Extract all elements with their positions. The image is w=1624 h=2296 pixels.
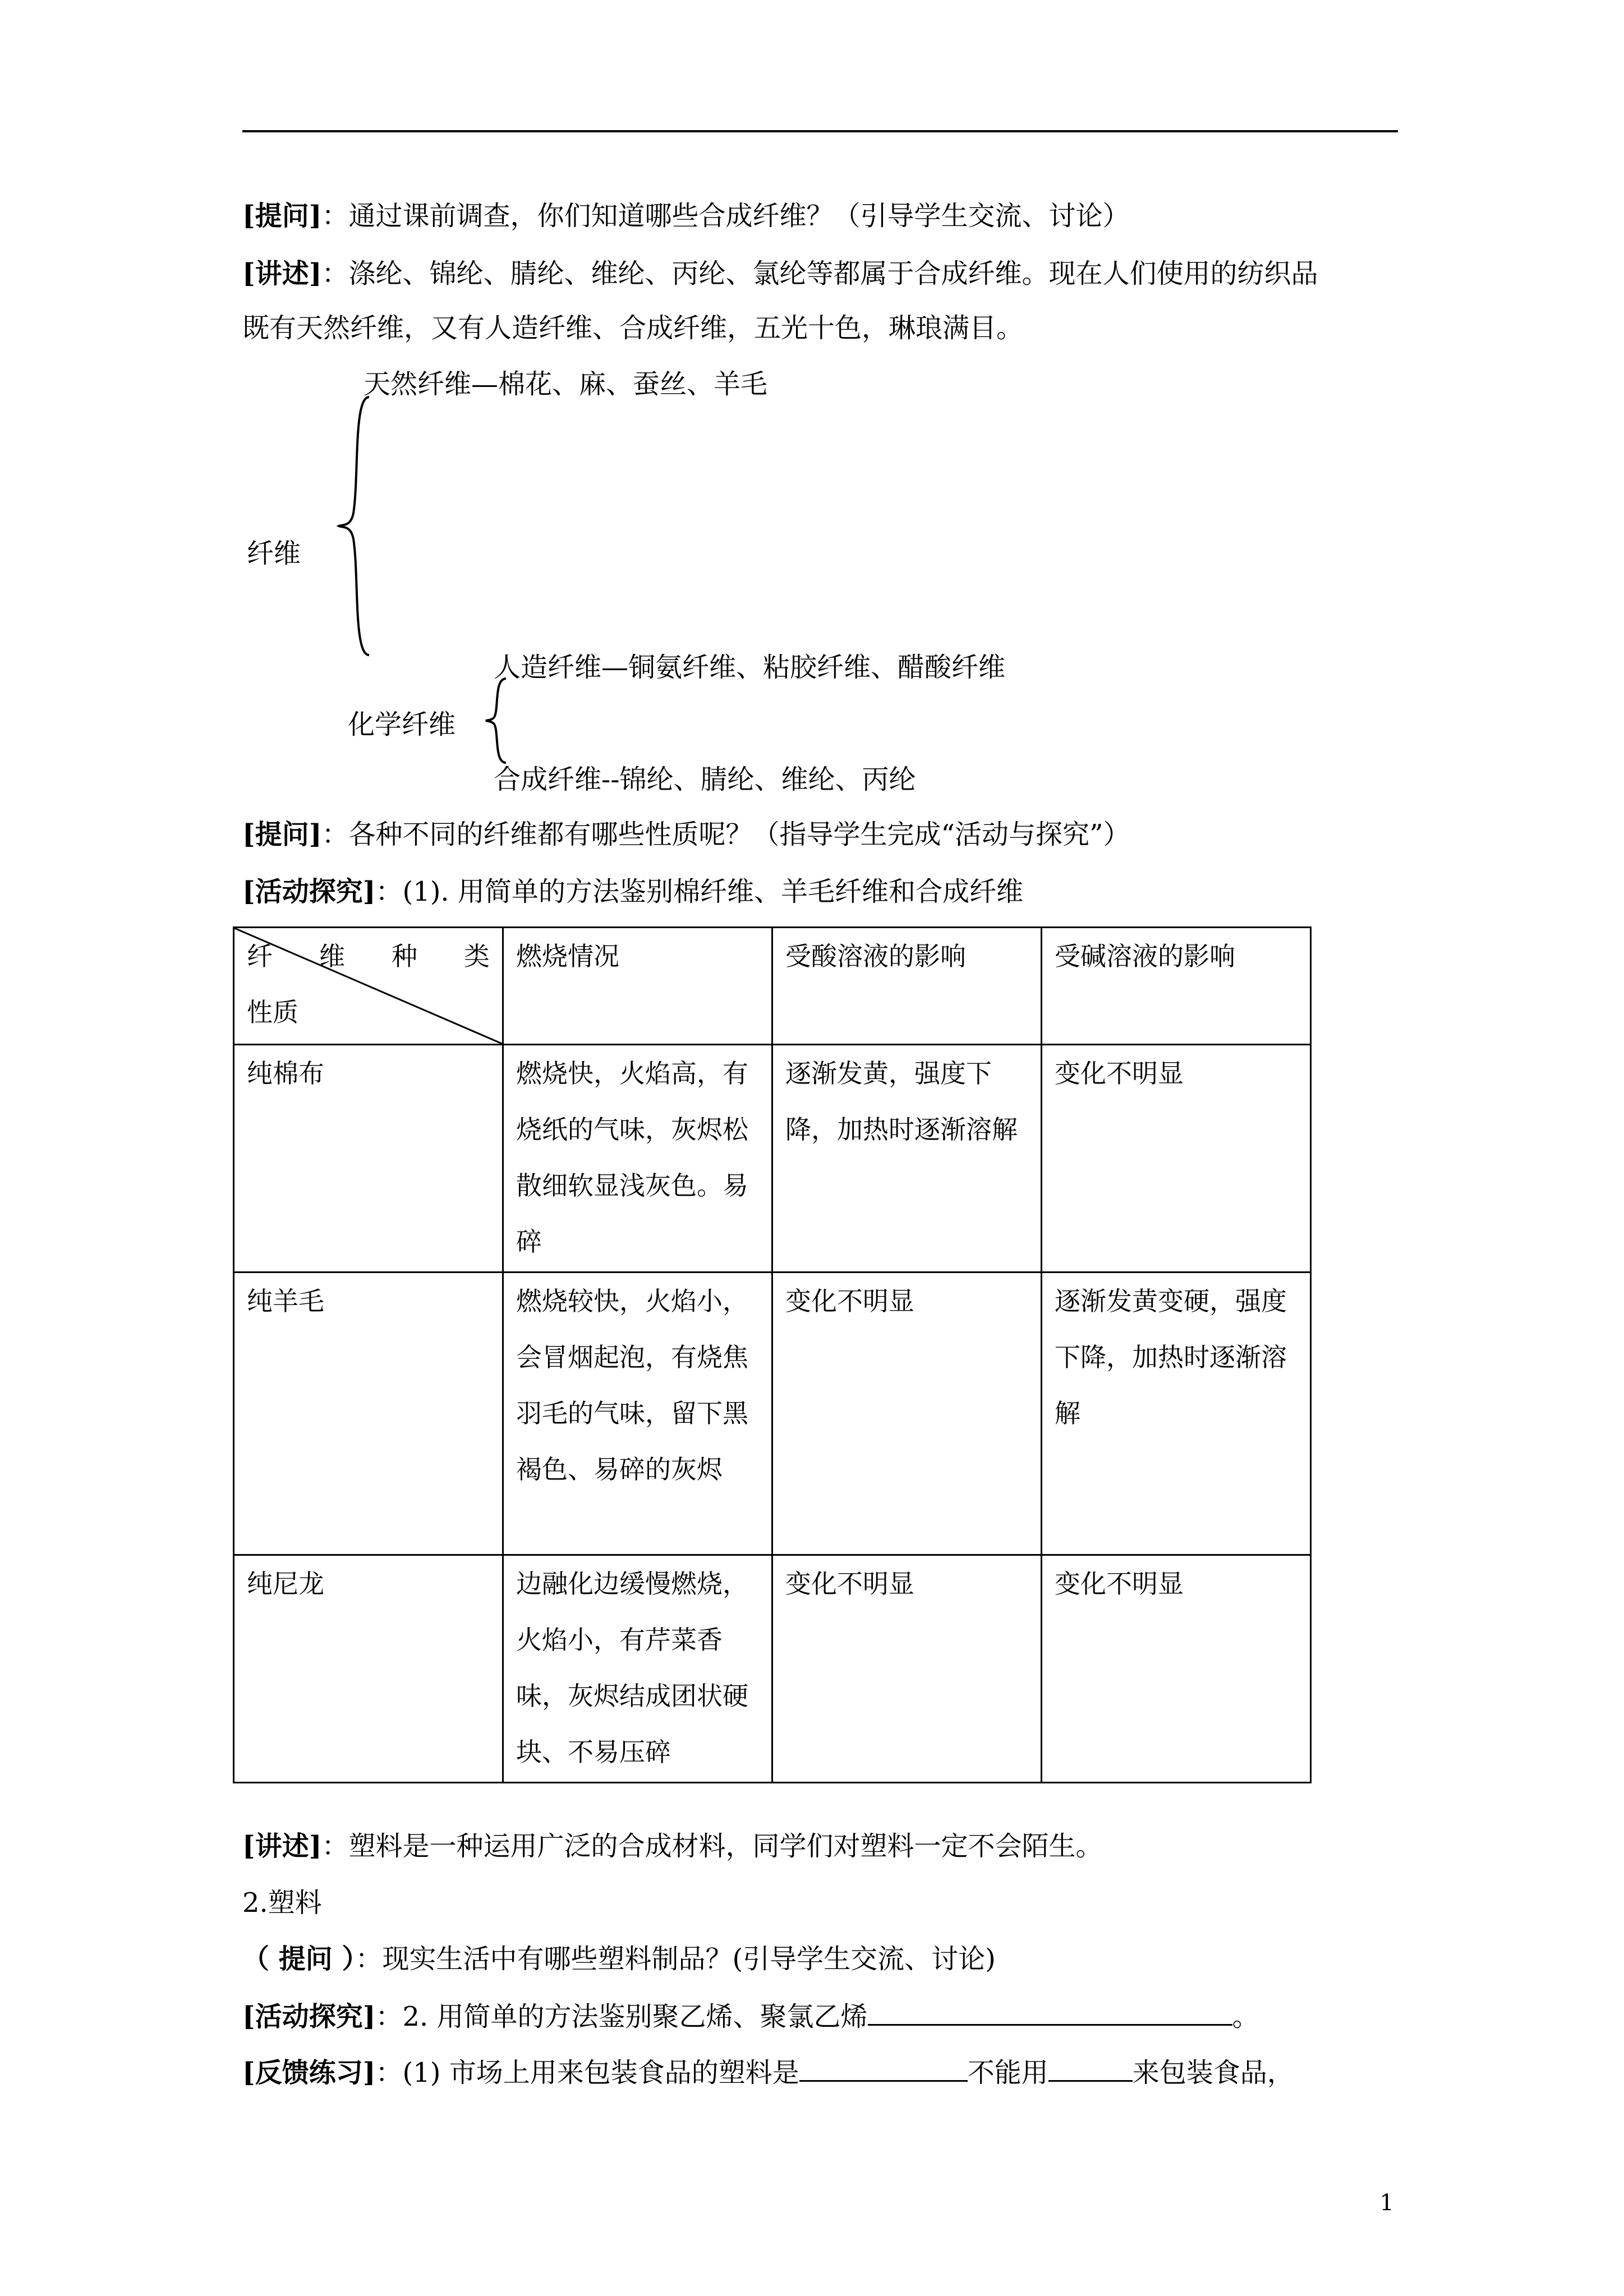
label: [提问]: [242, 819, 322, 850]
table-header-row: [234, 928, 1311, 1045]
alkali-cell: 变化不明显: [1042, 1045, 1311, 1273]
question-1: [242, 199, 1129, 233]
burn-cell: 燃烧较快，火焰小，会冒烟起泡，有烧焦羽毛的气味，留下黑褐色、易碎的灰烬: [503, 1273, 772, 1555]
activity-1: [242, 875, 1023, 909]
header-burn: 燃烧情况: [503, 928, 772, 1045]
label: [反馈练习]: [242, 2057, 376, 2088]
alkali-cell: 变化不明显: [1042, 1555, 1311, 1783]
label: （ 提问 ）: [242, 1943, 356, 1975]
text: ：2. 用简单的方法鉴别聚乙烯、聚氯乙烯: [375, 2001, 868, 2032]
text-end: 。: [1232, 2001, 1259, 2032]
label: [讲述]: [242, 258, 322, 289]
table-row: [234, 1555, 1311, 1783]
text: ：涤纶、锦纶、腈纶、维纶、丙纶、氯纶等都属于合成纤维。现在人们使用的纺织品: [321, 258, 1318, 289]
answer-blank-2[interactable]: [1048, 2054, 1133, 2082]
synthetic-fiber-branch: 合成纤维--锦纶、腈纶、维纶、丙纶: [494, 764, 916, 795]
section-heading: 2.塑料: [242, 1887, 322, 1919]
fiber-name: 纯棉布: [234, 1045, 503, 1273]
acid-cell: 变化不明显: [772, 1555, 1042, 1783]
acid-cell: 逐渐发黄，强度下降，加热时逐渐溶解: [772, 1045, 1042, 1273]
burn-cell: 边融化边缓慢燃烧，火焰小，有芹菜香味，灰烬结成团状硬块、不易压碎: [503, 1555, 772, 1783]
burn-cell: 燃烧快，火焰高，有烧纸的气味，灰烬松散细软显浅灰色。易碎: [503, 1045, 772, 1273]
header-alkali: 受碱溶液的影响: [1042, 928, 1311, 1045]
acid-cell: 变化不明显: [772, 1273, 1042, 1555]
activity-2: [242, 1998, 1259, 2034]
text: ：现实生活中有哪些塑料制品？(引导学生交流、讨论): [355, 1943, 996, 1975]
fiber-name: 纯尼龙: [234, 1555, 503, 1783]
narration-2: [242, 1829, 1102, 1863]
fiber-root: 纤维: [247, 538, 301, 569]
label: [活动探究]: [242, 876, 376, 907]
fiber-name: 纯羊毛: [234, 1273, 503, 1555]
answer-blank[interactable]: [868, 1998, 1232, 2026]
corner-header-cell: [234, 928, 503, 1045]
header-rule: [242, 130, 1398, 132]
corner-bottom-text: 性质: [247, 997, 298, 1027]
label: [活动探究]: [242, 2001, 376, 2032]
text-c: 来包装食品，: [1132, 2057, 1294, 2088]
artificial-fiber-branch: 人造纤维—铜氨纤维、粘胶纤维、醋酸纤维: [494, 652, 1006, 683]
text-b: 不能用: [967, 2057, 1048, 2088]
corner-top-text: 纤 维 种 类: [247, 941, 490, 971]
question-2: [242, 818, 1130, 851]
narration-1-cont: [242, 311, 1023, 345]
feedback-exercise: [242, 2054, 1294, 2090]
fiber-property-table: [233, 926, 1312, 1783]
table-row: [234, 1045, 1311, 1273]
text-a: ：(1) 市场上用来包装食品的塑料是: [375, 2057, 799, 2088]
question-3: [242, 1942, 996, 1976]
narration-1: [242, 257, 1318, 291]
alkali-cell: 逐渐发黄变硬，强度下降，加热时逐渐溶解: [1042, 1273, 1311, 1555]
answer-blank-1[interactable]: [799, 2054, 968, 2082]
label: [提问]: [242, 200, 322, 232]
text: ：塑料是一种运用广泛的合成材料，同学们对塑料一定不会陌生。: [321, 1831, 1103, 1862]
page-number: 1: [1379, 2190, 1394, 2216]
text: ：通过课前调查，你们知道哪些合成纤维？（引导学生交流、讨论）: [321, 200, 1130, 232]
table-row: [234, 1273, 1311, 1555]
header-acid: 受酸溶液的影响: [772, 928, 1042, 1045]
text: 既有天然纤维，又有人造纤维、合成纤维，五光十色，琳琅满目。: [242, 312, 1024, 344]
natural-fiber-branch: 天然纤维—棉花、麻、蚕丝、羊毛: [364, 368, 768, 400]
label: [讲述]: [242, 1831, 322, 1862]
large-brace-icon: [337, 393, 381, 662]
text: ：各种不同的纤维都有哪些性质呢？（指导学生完成“活动与探究”）: [321, 819, 1130, 850]
text: ：(1). 用简单的方法鉴别棉纤维、羊毛纤维和合成纤维: [375, 876, 1023, 907]
small-brace-icon: [484, 676, 512, 766]
chemical-fiber-node: 化学纤维: [348, 709, 456, 740]
